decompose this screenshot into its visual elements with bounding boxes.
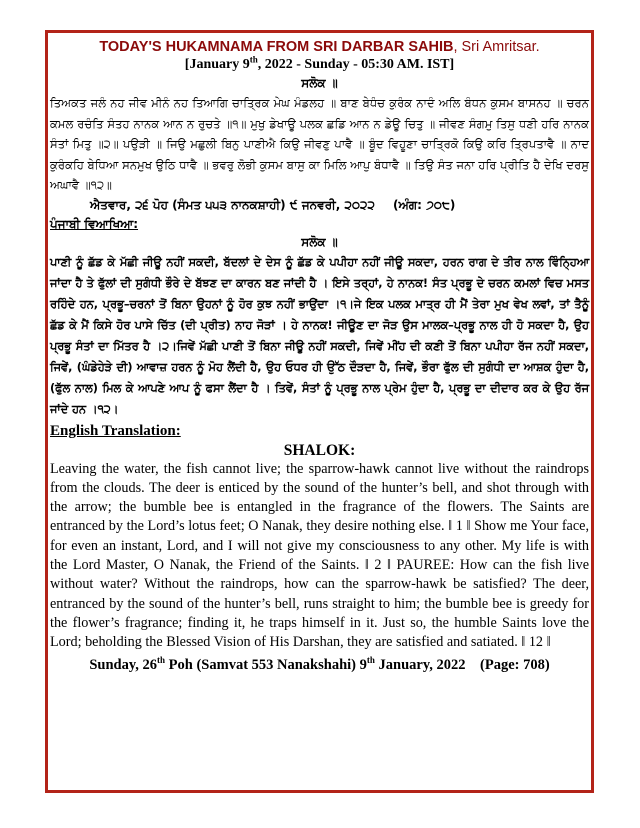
english-heading: SHALOK: [283,441,356,459]
ang-number: (ਅੰਗ: ੭੦੮) [392,197,456,212]
title-city: Sri Amritsar. [461,39,540,55]
footer-date-line [50,656,589,675]
english-section-title: English Translation: [50,422,181,439]
english-text: Leaving the water, the fish cannot live; the sparrow-hawk cannot live without the raindrops from the clouds. The deer is enticed by the sound of the hunter’s bell, and shot through with the arrow; the bumble bee is entangled in the fragrance of the flowers. The Saints are entranced by the Lord’s lotus feet; O Nanak, they desire nothing else. ‖ 1 ‖ Show me Your face, for even an instant, Lord, and I will not give my consciousness to any other. My life is with the Lord Master, O Nanak, the Friend of the Saints. ‖ 2 ‖ PAUREE: How can the fish live without water? Without the raindrops, how can the sparrow-hawk be satisfied? The deer, entranced by the sound of the hunter’s bell, runs straight to him; the bumble bee is greedy for the flower’s fragrance; finding it, he traps himself in it. Just so, the humble Saints love the Lord; beholding the Blessed Vision of His Darshan, they are satisfied and satiated. ‖ 12 ‖ [50,460,589,651]
date-line [50,56,589,74]
gurmukhi-date-line [50,196,589,215]
footer-part2: Poh (Samvat 553 Nanakshahi) 9 [165,657,367,674]
punjabi-heading: ਸਲੋਕ ॥ [301,234,338,249]
footer-part1: Sunday, 26 [89,657,158,674]
title-main: TODAY'S HUKAMNAMA FROM SRI DARBAR SAHIB [99,39,454,55]
footer-page: (Page: 708) [480,657,550,674]
date-rest: , 2022 - Sunday - 05:30 AM. IST] [257,57,455,72]
date-open: [January 9 [184,57,250,72]
title-separator: , [453,39,462,55]
punjabi-text: ਪਾਣੀ ਨੂੰ ਛੱਡ ਕੇ ਮੱਛੀ ਜੀਊ ਨਹੀਂ ਸਕਦੀ, ਬੱਦਲਾਂ ਦੇ ਦੇਸ ਨੂੰ ਛੱਡ ਕੇ ਪਪੀਹਾ ਨਹੀਂ ਜੀਊ ਸਕਦਾ, ਹਰਨ ਰਾਗ ਦੇ ਤੀਰ ਨਾਲ ਵਿੰਨ੍ਹਿਆ ਜਾਂਦਾ ਹੈ ਤੇ ਫੁੱਲਾਂ ਦੀ ਸੁਗੰਧੀ ਭੌਰੇ ਦੇ ਬੱਝਣ ਦਾ ਕਾਰਨ ਬਣ ਜਾਂਦੀ ਹੈ । ਇਸੇ ਤਰ੍ਹਾਂ, ਹੇ ਨਾਨਕ! ਸੰਤ ਪ੍ਰਭੂ ਦੇ ਚਰਨ ਕਮਲਾਂ ਵਿਚ ਮਸਤ ਰਹਿੰਦੇ ਹਨ, ਪ੍ਰਭੂ–ਚਰਨਾਂ ਤੋਂ ਬਿਨਾ ਉਹਨਾਂ ਨੂੰ ਹੋਰ ਕੁਝ ਨਹੀਂ ਭਾਉਂਦਾ ।੧।ਜੇ ਇਕ ਪਲਕ ਮਾਤ੍ਰ ਹੀ ਮੈਂ ਤੇਰਾ ਮੁਖ ਵੇਖ ਲਵਾਂ, ਤਾਂ ਤੈਨੂੰ ਛੱਡ ਕੇ ਮੈਂ ਕਿਸੇ ਹੋਰ ਪਾਸੇ ਚਿੱਤ (ਦੀ ਪ੍ਰੀਤ) ਨਾਹ ਜੋੜਾਂ । ਹੇ ਨਾਨਕ! ਜੀਊਣ ਦਾ ਜੋੜ ਉਸ ਮਾਲਕ–ਪ੍ਰਭੂ ਨਾਲ ਹੀ ਹੋ ਸਕਦਾ ਹੈ, ਉਹ ਪ੍ਰਭੂ ਸੰਤਾਂ ਦਾ ਮਿੱਤਰ ਹੈ ।੨।ਜਿਵੇਂ ਮੱਛੀ ਪਾਣੀ ਤੋਂ ਬਿਨਾ ਜੀਊ ਨਹੀਂ ਸਕਦੀ, ਜਿਵੇਂ ਮੀਂਹ ਦੀ ਕਣੀ ਤੋਂ ਬਿਨਾ ਪਪੀਹਾ ਰੱਜ ਨਹੀਂ ਸਕਦਾ, ਜਿਵੇਂ, (ਘੰਡੇਹੇੜੇ ਦੀ) ਆਵਾਜ਼ ਹਰਨ ਨੂੰ ਮੋਹ ਲੈਂਦੀ ਹੈ, ਉਹ ਓਧਰ ਹੀ ਉੱਠ ਦੌੜਦਾ ਹੈ, ਜਿਵੇਂ, ਭੌਰਾ ਫੁੱਲ ਦੀ ਸੁਗੰਧੀ ਦਾ ਆਸ਼ਕ ਹੁੰਦਾ ਹੈ, (ਫੁੱਲ ਨਾਲ) ਮਿਲ ਕੇ ਆਪਣੇ ਆਪ ਨੂੰ ਫਸਾ ਲੈਂਦਾ ਹੈ । ਤਿਵੇਂ, ਸੰਤਾਂ ਨੂੰ ਪ੍ਰਭੂ ਨਾਲ ਪ੍ਰੇਮ ਹੁੰਦਾ ਹੈ, ਪ੍ਰਭੂ ਦਾ ਦੀਦਾਰ ਕਰ ਕੇ ਉਹ ਰੱਜ ਜਾਂਦੇ ਹਨ ।੧੨। [50,255,589,416]
gurmukhi-heading: ਸਲੋਕ ॥ [301,76,338,90]
hukamnama-document [50,36,589,675]
page-title [50,38,589,56]
footer-sup2: th [366,655,375,666]
punjabi-section-title: ਪੰਜਾਬੀ ਵਿਆਖਿਆ: [50,216,139,231]
footer-part3: January, 2022 [374,657,466,674]
footer-sup1: th [157,655,166,666]
gurmukhi-date: ਐਤਵਾਰ, ੨੬ ਪੋਹ (ਸੰਮਤ ੫੫੩ ਨਾਨਕਸ਼ਾਹੀ) ੯ ਜਨਵਰੀ, ੨੦੨੨ [90,197,375,212]
date-sup: th [249,54,258,65]
gurmukhi-text: ਤਿਅਕਤ ਜਲੰ ਨਹ ਜੀਵ ਮੀਨੰ ਨਹ ਤਿਆਗਿ ਚਾਤ੍ਰਿਕ ਮੇਘ ਮੰਡਲਹ ॥ ਬਾਣ ਬੇਧੰਚ ਕੁਰੰਕ ਨਾਦੰ ਅਲਿ ਬੰਧਨ ਕੁਸਮ ਬਾਸਨਹ ॥ ਚਰਨ ਕਮਲ ਰਚੰਤਿ ਸੰਤਹ ਨਾਨਕ ਆਨ ਨ ਰੁਚਤੇ ॥੧॥ ਮੁਖੁ ਡੇਖਾਊ ਪਲਕ ਛਡਿ ਆਨ ਨ ਡੇਊ ਚਿਤੁ ॥ ਜੀਵਣ ਸੰਗਮੁ ਤਿਸੁ ਧਣੀ ਹਰਿ ਨਾਨਕ ਸੰਤਾਂ ਮਿਤੁ ॥੨॥ ਪਉੜੀ ॥ ਜਿਉ ਮਛੁਲੀ ਬਿਨੁ ਪਾਣੀਐ ਕਿਉ ਜੀਵਣੁ ਪਾਵੈ ॥ ਬੂੰਦ ਵਿਹੂਣਾ ਚਾਤ੍ਰਿਕੋ ਕਿਉ ਕਰਿ ਤ੍ਰਿਪਤਾਵੈ ॥ ਨਾਦ ਕੁਰੰਕਹਿ ਬੇਧਿਆ ਸਨਮੁਖ ਉਠਿ ਧਾਵੈ ॥ ਭਵਰੁ ਲੋਭੀ ਕੁਸਮ ਬਾਸੁ ਕਾ ਮਿਲਿ ਆਪੁ ਬੰਧਾਵੈ ॥ ਤਿਉ ਸੰਤ ਜਨਾ ਹਰਿ ਪ੍ਰੀਤਿ ਹੈ ਦੇਖਿ ਦਰਸੁ ਅਘਾਵੈ ॥੧੨॥ [50,96,589,192]
